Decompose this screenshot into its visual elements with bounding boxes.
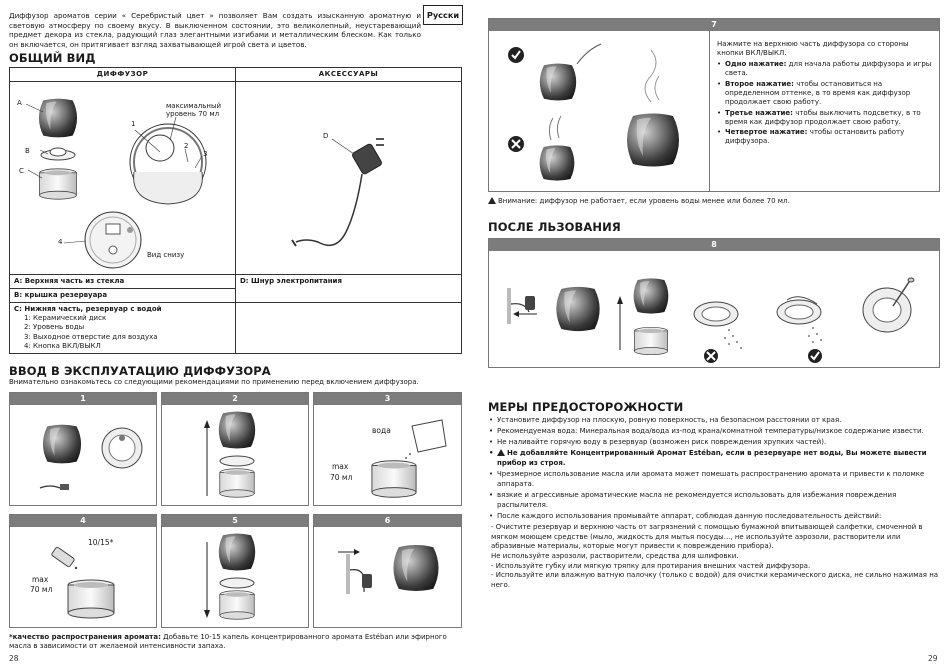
callout-a: A [17,99,22,108]
diffuser-figure-cell [10,82,236,275]
power-cord-illustration [236,82,462,274]
legend-c: C: Нижняя часть, резервуар с водой [14,305,162,314]
ml-label: 70 мл [330,473,353,482]
precaution-item: • Не наливайте горячую воду в резервуар (возможен риск повреждения хрупких частей). [489,438,939,448]
callout-c: C [19,167,24,176]
footnote-bold: *качество распространения аромата: [9,633,161,641]
ml-label: 70 мл [30,585,53,594]
legend-b: B: крышка резервуара [10,289,236,303]
press-item: • Четвертое нажатие: чтобы остановить работу диффузора. [717,128,935,146]
press-item: • Второе нажатие: чтобы остановиться на определенном оттенке, в то время как диффузор продолжает свою работу. [717,80,935,107]
step-8-illustration [489,252,939,368]
intro-paragraph: Диффузор ароматов серии « Серебристый цвет » позволяет Вам создать изысканную ароматную и световую атмосферу по своему вкусу. В выключенном состоянии, это великолепный, неустаревающий предмет декора из стекла, радующий глаз элегантными изгибами и металлическим блеском. Как только он включается, он притягивает взгляд захватывающей игрой света и цветов. [9,11,421,49]
step-4: 4 10/15* max 70 мл [9,514,157,628]
bottom-view-label: Вид снизу [147,251,185,260]
cleaning-step: - Очистите резервуар и верхнюю часть от загрязнений с помощью бумажной впитывающей салфетки, смоченной в мягком моющем средстве (мыло, жидкость для мытья посуды..., не используйте аэрозоли, растворители или абразивные материалы, которые могут привести к повреждению прибора). [491,523,923,551]
callout-3: 3 [203,150,208,159]
callout-b: B [25,147,30,156]
step-7-text [717,40,935,148]
legend-a: A: Верхняя часть из стекла [10,275,236,289]
legend-c-cell [10,303,236,353]
step-1: 1 [9,392,157,506]
overview-table [9,67,462,354]
callout-1: 1 [131,120,136,129]
precautions-list [489,416,939,591]
precaution-item: • Рекомендуемая вода: Минеральная вода/вода из-под крана/комнатной температуры/низкое содержание извести. [489,427,939,437]
press-item: • Одно нажатие: для начала работы диффузора и игры света. [717,60,935,78]
precaution-item: • Установите диффузор на плоскую, ровную поверхность, на безопасном расстоянии от края. [489,416,939,426]
precautions-title: МЕРЫ ПРЕДОСТОРОЖНОСТИ [488,400,684,414]
warning-icon [497,449,505,456]
legend-c-item: 2: Уровень воды [24,323,85,332]
left-page [0,0,470,672]
precaution-item: • вязкие и агрессивные ароматические масла не рекомендуется использовать для избежания повреждения распылителя. [489,491,939,510]
legend-c-item: 1: Керамический диск [24,314,107,323]
language-tab: Русски [423,5,463,25]
operation-subtitle: Внимательно ознакомьтесь со следующими рекомендациями по применению перед включением диффузора. [9,378,419,386]
step-8: 8 [488,238,940,368]
warning-line: Внимание: диффузор не работает, если уровень воды менее или более 70 мл. [488,197,940,206]
step-2: 2 [161,392,309,506]
footnote [9,633,462,652]
max-level-label: максимальный уровень 70 мл [166,102,222,119]
page-number-left: 28 [9,654,19,663]
overview-title: ОБЩИЙ ВИД [9,51,96,65]
step-7-illustration [489,32,709,192]
cleaning-note: Не используйте аэрозоли, растворители, средства для шлифовки. [491,552,739,561]
max-label: max [332,462,349,471]
cleaning-step: - Используйте губку или мягкую тряпку для протирания внешних частей диффузора. [491,561,811,570]
legend-c-item: 4: Кнопка ВКЛ/ВЫКЛ [24,341,101,350]
press-item: • Третье нажатие: чтобы выключить подсветку, в то время как диффузор продолжает свою работу. [717,109,935,127]
step-3: 3 вода max 70 мл [313,392,462,506]
col-diffuser: ДИФФУЗОР [10,68,236,82]
step-5: 5 [161,514,309,628]
accessories-figure-cell [236,82,462,275]
precaution-item-warning: • Не добавляйте Концентрированный Аромат Estéban, если в резервуаре нет воды, Вы можете вывести прибор из строя. [489,449,939,468]
precaution-item: • После каждого использования промывайте аппарат, соблюдая данную последовательность действий: [489,512,939,522]
callout-2: 2 [184,142,189,151]
callout-4: 4 [58,238,63,247]
operation-title: ВВОД В ЭКСПЛУАТАЦИЮ ДИФФУЗОРА [9,364,271,378]
warning-icon [488,197,496,204]
col-accessories: АКСЕССУАРЫ [236,68,462,82]
step-6: 6 [313,514,462,628]
callout-d: D [323,132,329,141]
legend-d: D: Шнур электропитания [236,275,462,303]
water-label: вода [372,426,391,435]
precaution-item: • Чрезмерное использование масла или аромата может помешать распространению аромата и привести к поломке аппарата. [489,470,939,489]
page-number-right: 29 [928,654,938,663]
drops-label: 10/15* [88,538,114,547]
step-7: 7 Нажмите на верхнюю часть диффузора со стороны кнопки ВКЛ/ВЫКЛ. • Одно нажатие: для начала работы диффузора и игры света. • Второе нажатие: чтобы остановиться на определенном оттенке, в то время как диффузор продолжает свою работу. • Третье нажатие: чтобы выключить подсветку, в то время как диффузор продолжает свою работу. • Четвертое нажатие: чтобы остановить работу диффузора. [488,18,940,192]
legend-c-item: 3: Выходное отверстие для воздуха [24,332,158,341]
step-7-intro: Нажмите на верхнюю часть диффузора со стороны кнопки ВКЛ/ВЫКЛ. [717,40,909,58]
cleaning-step: - Используйте или влажную ватную палочку (только с водой) для очистки керамического диска, не сильно нажимая на него. [491,571,939,589]
footnote-text: Добавьте 10-15 капель концентрированного аромата Estéban или эфирного масла в зависимости от желаемой интенсивности запаха. [9,633,447,651]
after-use-title: ПОСЛЕ ЛЬЗОВАНИЯ [488,220,621,234]
max-label: max [32,575,49,584]
